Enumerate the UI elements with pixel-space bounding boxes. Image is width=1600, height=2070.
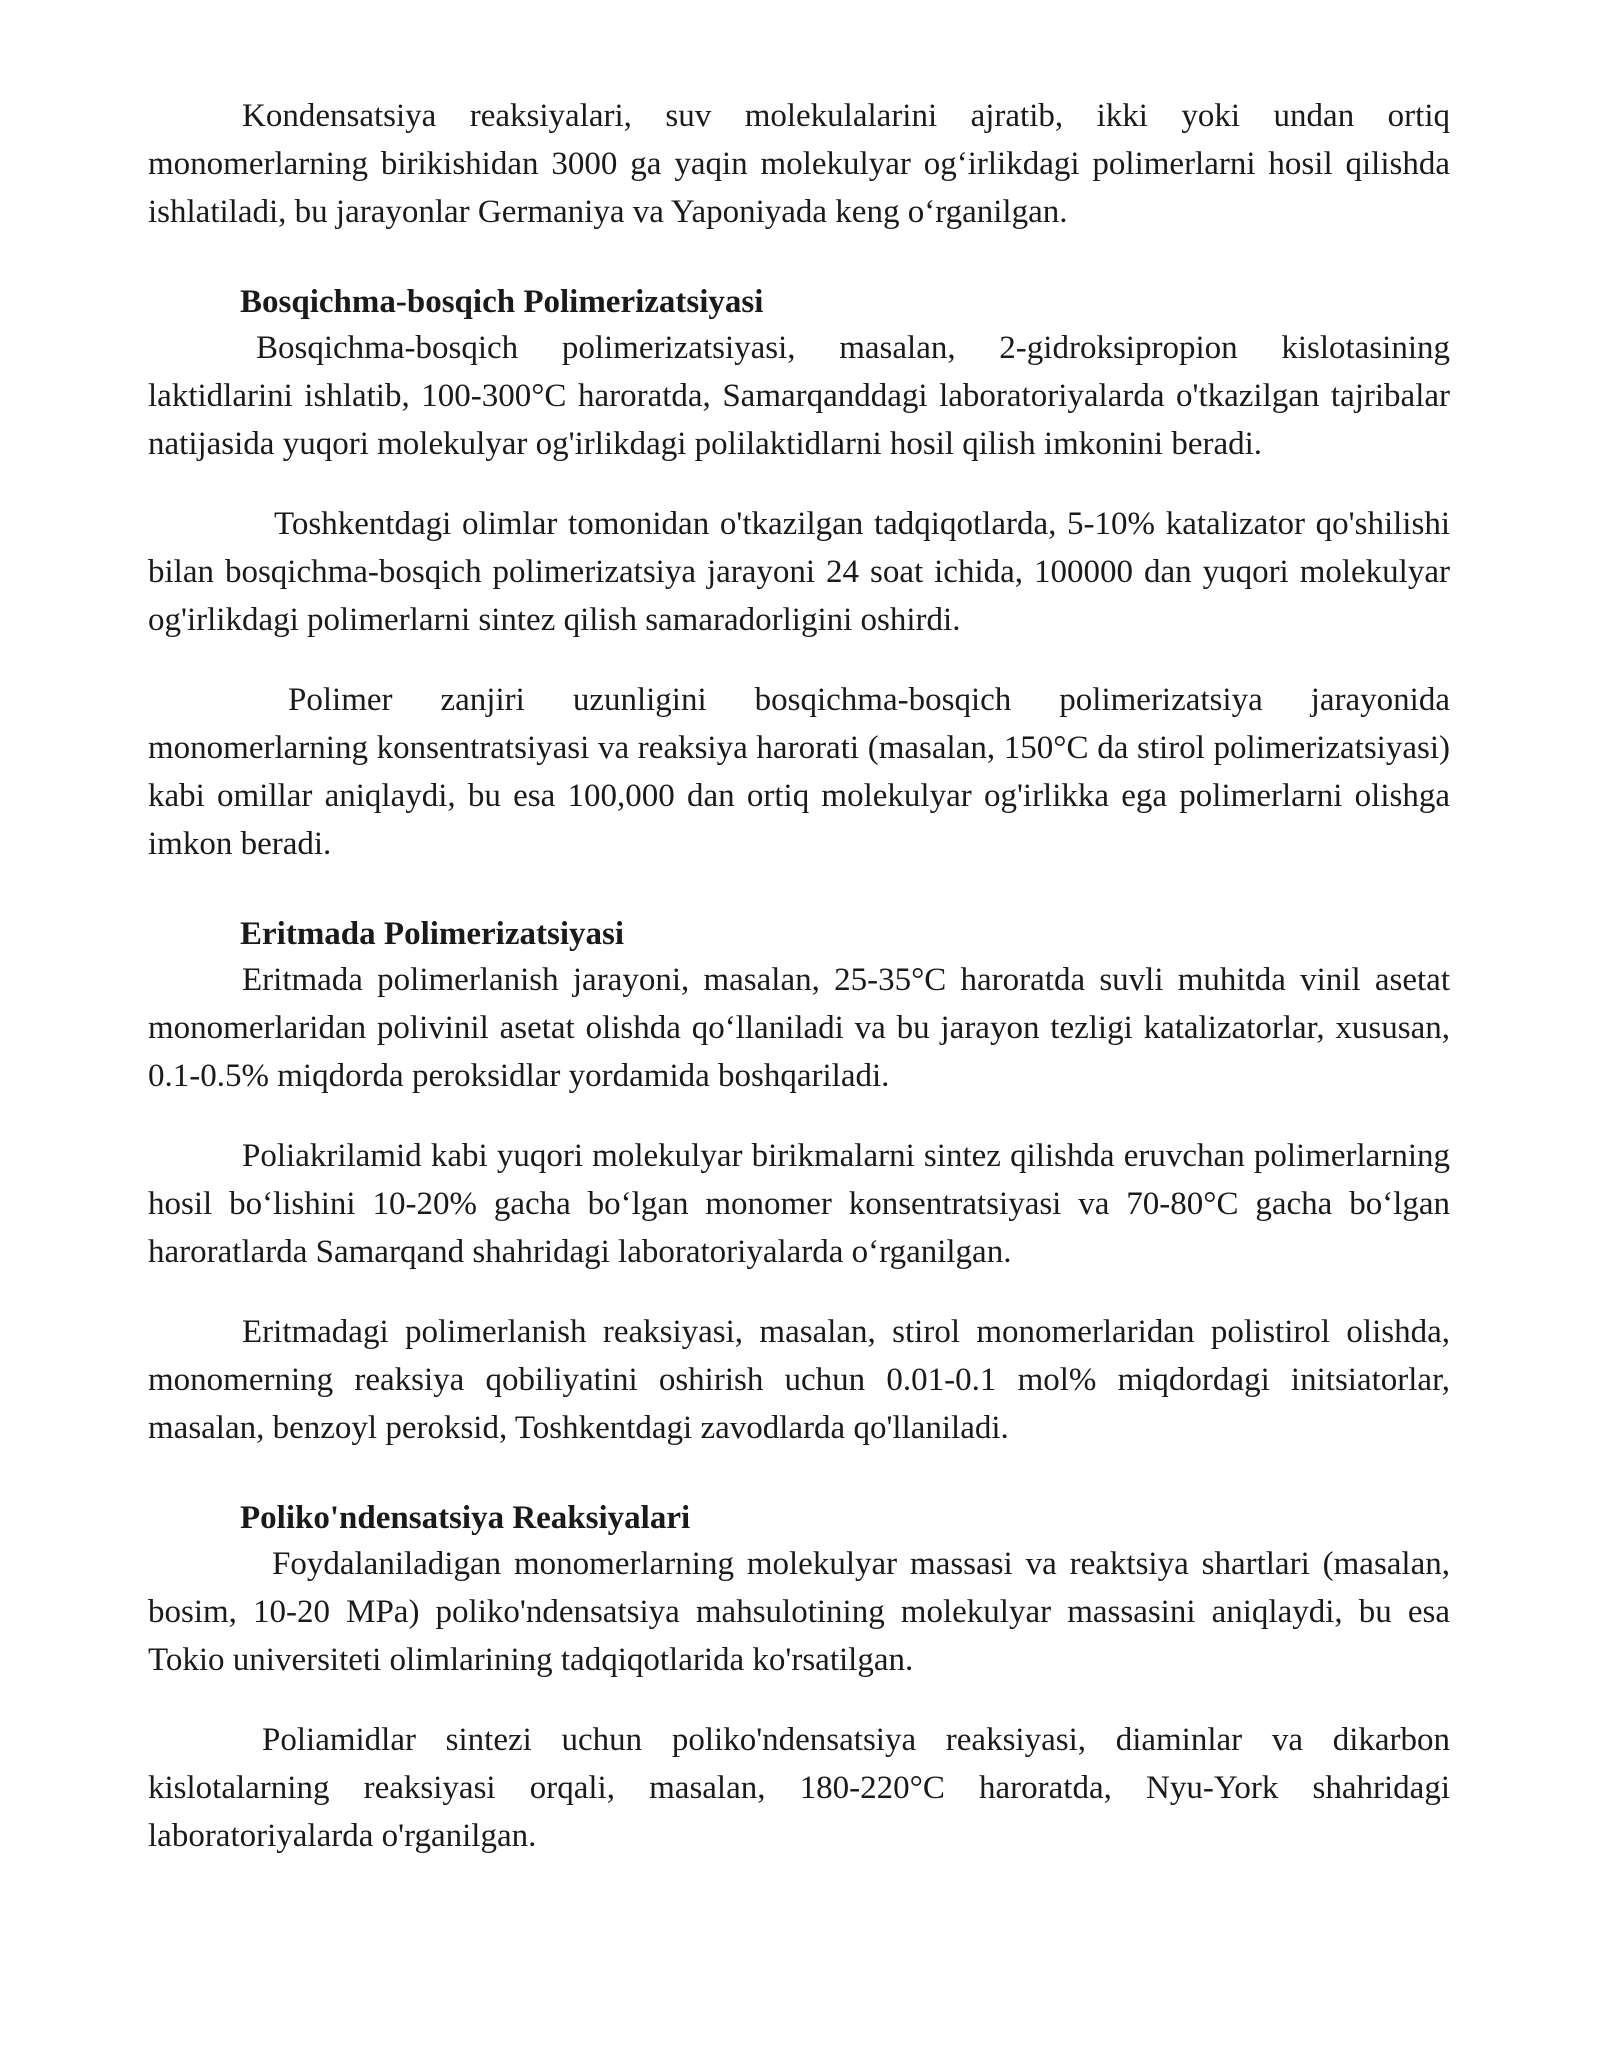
paragraph-stepwise-2: Toshkentdagi olimlar tomonidan o'tkazilgan tadqiqotlarda, 5-10% katalizator qo'shilishi bilan bosqichma-bosqich polimerizatsiya jarayoni 24 soat ichida, 100000 dan yuqori molekulyar og'irlikdagi polimerlarni sintez qilish samaradorligini oshirdi. — [148, 506, 1450, 638]
section-heading-stepwise: Bosqichma-bosqich Polimerizatsiyasi — [240, 284, 764, 320]
spacer — [148, 236, 1450, 280]
paragraph-polycondensation-2: Poliamidlar sintezi uchun poliko'ndensatsiya reaksiyasi, diaminlar va dikarbon kislotalarning reaksiyasi orqali, masalan, 180-220°C haroratda, Nyu-York shahridagi laboratoriyalarda o'rganilgan. — [148, 1722, 1450, 1854]
spacer — [148, 644, 1450, 676]
paragraph-stepwise-1: Bosqichma-bosqich polimerizatsiyasi, masalan, 2-gidroksipropion kislotasining laktidlarini ishlatib, 100-300°C haroratda, Samarqanddagi laboratoriyalarda o'tkazilgan tajribalar natijasida yuqori molekulyar og'irlikdagi polilaktidlarni hosil qilish imkonini beradi. — [148, 330, 1450, 462]
paragraph-stepwise-3: Polimer zanjiri uzunligini bosqichma-bosqich polimerizatsiya jarayonida monomerlarning konsentratsiyasi va reaksiya harorati (masalan, 150°C da stirol polimerizatsiyasi) kabi omillar aniqlaydi, bu esa 100,000 dan ortiq molekulyar og'irlikka ega polimerlarni olishga imkon beradi. — [148, 682, 1450, 862]
paragraph-solution-3: Eritmadagi polimerlanish reaksiyasi, masalan, stirol monomerlaridan polistirol olishda, monomerning reaksiya qobiliyatini oshirish uchun 0.01-0.1 mol% miqdordagi initsiatorlar, masalan, benzoyl peroksid, Toshkentdagi zavodlarda qo'llaniladi. — [148, 1314, 1450, 1446]
paragraph-condensation-intro: Kondensatsiya reaksiyalari, suv molekulalarini ajratib, ikki yoki undan ortiq monomerlarning birikishidan 3000 ga yaqin molekulyar og‘irlikdagi polimerlarni hosil qilishda ishlatiladi, bu jarayonlar Germaniya va Yaponiyada keng o‘rganilgan. — [148, 98, 1450, 230]
spacer — [148, 1452, 1450, 1496]
paragraph-polycondensation-1: Foydalaniladigan monomerlarning molekulyar massasi va reaktsiya shartlari (masalan, bosim, 10-20 MPa) poliko'ndensatsiya mahsulotining molekulyar massasini aniqlaydi, bu esa Tokio universiteti olimlarining tadqiqotlarida ko'rsatilgan. — [148, 1546, 1450, 1678]
spacer — [148, 468, 1450, 500]
spacer — [148, 868, 1450, 912]
spacer — [148, 1684, 1450, 1716]
document-page — [148, 92, 1450, 1860]
spacer — [148, 1100, 1450, 1132]
paragraph-solution-1: Eritmada polimerlanish jarayoni, masalan, 25-35°C haroratda suvli muhitda vinil asetat monomerlaridan polivinil asetat olishda qo‘llaniladi va bu jarayon tezligi katalizatorlar, xususan, 0.1-0.5% miqdorda peroksidlar yordamida boshqariladi. — [148, 962, 1450, 1094]
section-heading-polycondensation: Poliko'ndensatsiya Reaksiyalari — [240, 1500, 691, 1536]
paragraph-solution-2: Poliakrilamid kabi yuqori molekulyar birikmalarni sintez qilishda eruvchan polimerlarning hosil bo‘lishini 10-20% gacha bo‘lgan monomer konsentratsiyasi va 70-80°C gacha bo‘lgan haroratlarda Samarqand shahridagi laboratoriyalarda o‘rganilgan. — [148, 1138, 1450, 1270]
section-heading-solution: Eritmada Polimerizatsiyasi — [240, 916, 625, 952]
spacer — [148, 1276, 1450, 1308]
